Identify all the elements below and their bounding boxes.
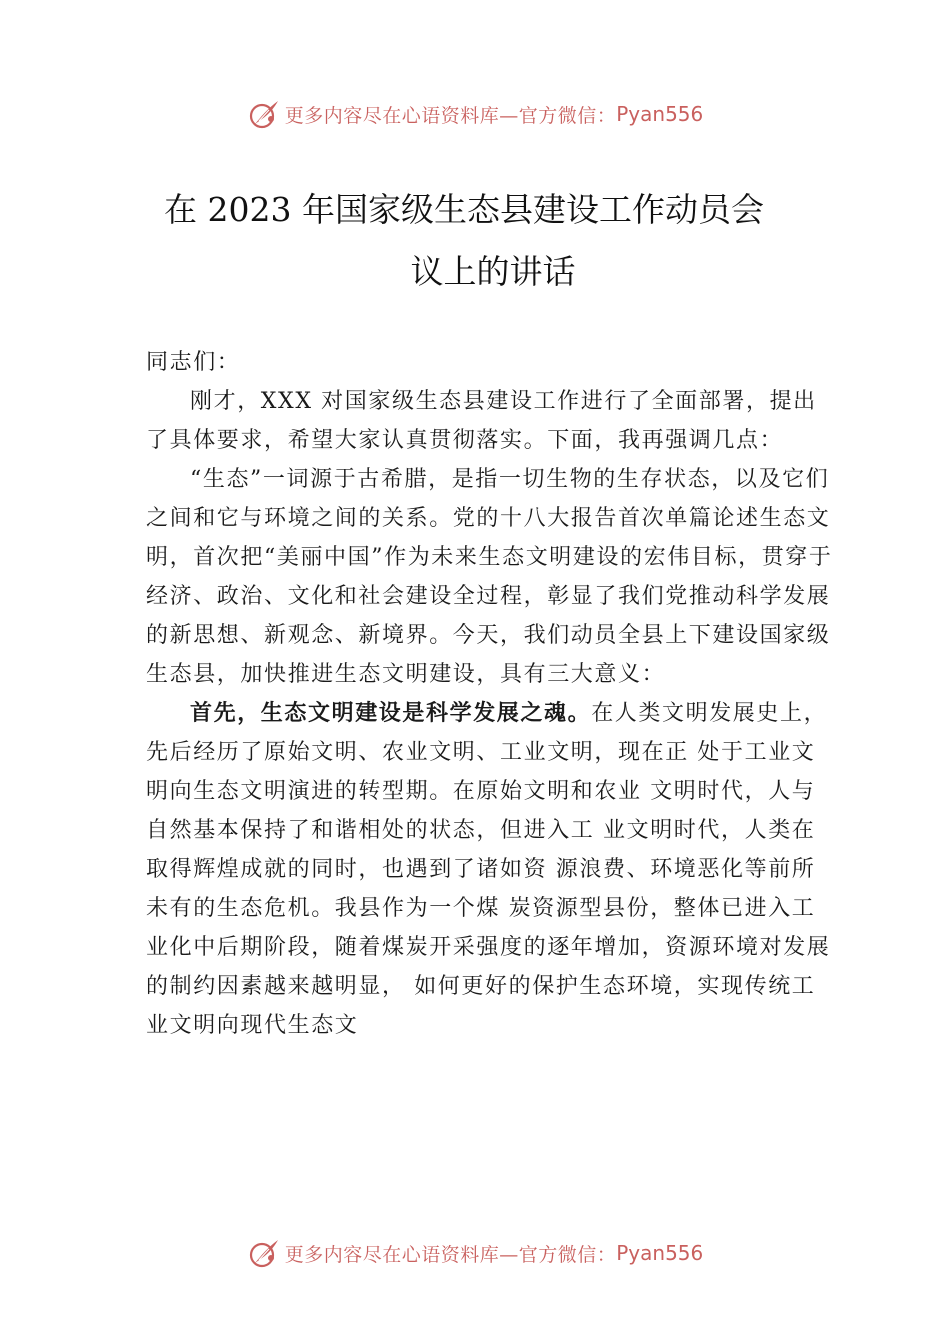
paragraph-3	[146, 694, 836, 1045]
salutation: 同志们：	[146, 350, 241, 375]
paragraph-3-text: 在人类文明发展史上，先后经历了原始文明、农业文明、工业文明，现在正 处于工业文明向生态文明演进的转型期。在原始文明和农业 文明时代，人与自然基本保持了和谐相处的状态，但进入工 业文明时代，人类在取得辉煌成就的同时，也遇到了诸如资 源浪费、环境恶化等前所未有的生态危机。我县作为一个煤 炭资源型县份，整体已进入工业化中后期阶段，随着煤炭开采强度的逐年增加，资源环境对发展的制约因素越来越明显， 如何更好的保护生态环境，实现传统工业文明向现代生态文	[146, 701, 831, 1038]
banner-text: 更多内容尽在心语资料库—官方微信：	[284, 104, 617, 127]
paragraph-2: “生态”一词源于古希腊，是指一切生物的生存状态，以及它们之间和它与环境之间的关系。党的十八大报告首次单篇论述生态文明，首次把“美丽中国”作为未来生态文明建设的宏伟目标，贯穿于经济、政治、文化和社会建设全过程，彰显了我们党推动科学发展的新思想、新观念、新境界。今天，我们动员全县上下建设国家级生态县，加快推进生态文明建设，具有三大意义：	[146, 467, 833, 687]
header-banner	[0, 94, 950, 134]
page-title-line-1: 在 2023 年国家级生态县建设工作动员会	[164, 190, 764, 229]
banner-wechat-id: Pyan556	[616, 1241, 704, 1265]
footer-banner	[0, 1233, 950, 1273]
quill-logo-icon	[247, 97, 281, 131]
paragraph-1: 刚才，XXX 对国家级生态县建设工作进行了全面部署，提出了具体要求，希望大家认真贯彻落实。下面，我再强调几点：	[146, 389, 817, 453]
banner-text: 更多内容尽在心语资料库—官方微信：	[284, 1243, 617, 1266]
paragraph-3-lead: 首先，生态文明建设是科学发展之魂。	[190, 700, 592, 726]
page-title-line-2: 议上的讲话	[410, 252, 576, 291]
speech-body	[146, 343, 836, 1045]
banner-wechat-id: Pyan556	[616, 102, 704, 126]
quill-logo-icon	[247, 1236, 281, 1270]
